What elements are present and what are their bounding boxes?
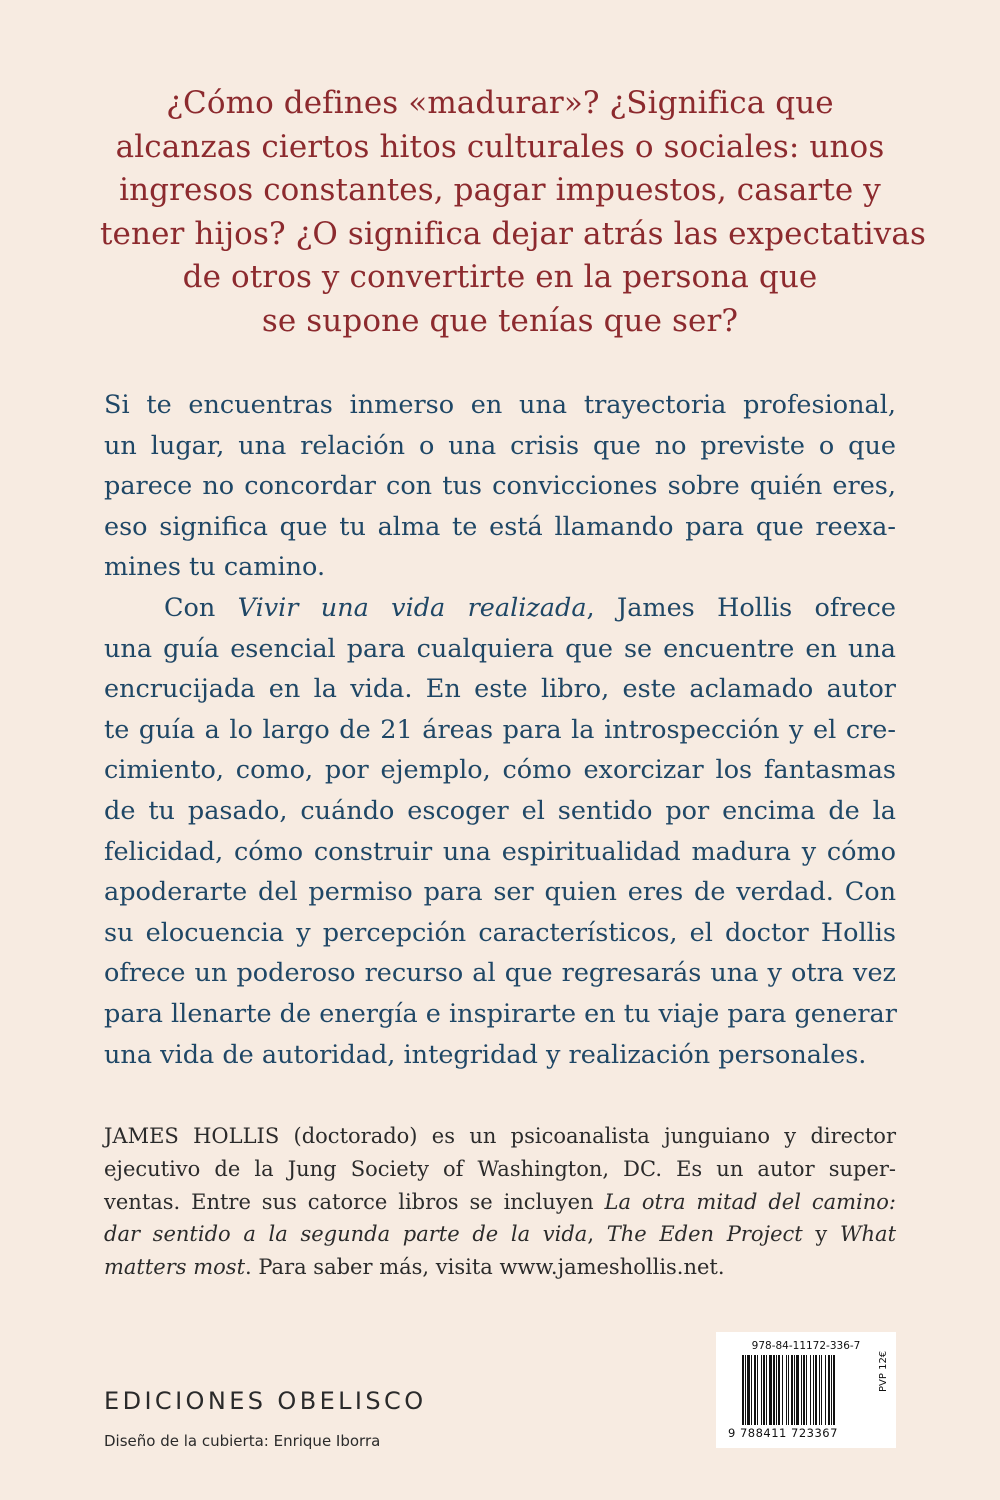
synopsis-line: parece no concordar con tus convicciones sobre quién eres, <box>104 471 896 502</box>
cover-design-credit: Diseño de la cubierta: Enrique Iborra <box>104 1432 381 1450</box>
barcode-bar <box>806 1355 807 1425</box>
book-title: Vivir una vida realizada <box>237 592 587 623</box>
price-label: PVP 12€ <box>878 1350 889 1392</box>
barcode-bar <box>825 1355 826 1425</box>
quote-line: se supone que tenías que ser? <box>261 302 739 339</box>
barcode-bar <box>757 1355 758 1425</box>
book-title: matters most <box>104 1255 246 1280</box>
book-title: The Eden Project <box>606 1222 803 1247</box>
bio-line <box>104 1218 896 1251</box>
barcode-bar <box>796 1355 799 1425</box>
synopsis-line: su elocuencia y percepción característicos, el doctor Hollis <box>104 917 896 948</box>
author-bio <box>104 1120 896 1284</box>
synopsis-line: Si te encuentras inmerso en una trayectoria profesional, <box>104 390 896 420</box>
barcode-bar <box>831 1355 832 1425</box>
barcode-bar <box>821 1355 822 1425</box>
quote-line: tener hijos? ¿O significa dejar atrás las expectativas <box>100 215 926 252</box>
barcode-bar <box>815 1355 817 1425</box>
book-title: dar sentido a la segunda parte de la vida <box>104 1222 588 1247</box>
synopsis <box>104 385 896 1075</box>
synopsis-line <box>104 588 896 629</box>
bio-line <box>104 1186 896 1219</box>
book-title: La otra mitad del camino: <box>604 1189 896 1214</box>
barcode-icon <box>742 1355 870 1425</box>
barcode-bar <box>742 1355 744 1425</box>
publisher-name: EDICIONES OBELISCO <box>104 1387 427 1415</box>
barcode-bar <box>786 1355 787 1425</box>
quote-line: ingresos constantes, pagar impuestos, casarte y <box>119 172 881 208</box>
synopsis-line: apoderarte del permiso para ser quien eres de verdad. Con <box>104 877 896 908</box>
synopsis-line: para llenarte de energía e inspirarte en tu viaje para generar <box>104 998 897 1029</box>
barcode-bar <box>761 1355 762 1425</box>
synopsis-text: , James Hollis ofrece <box>586 592 896 623</box>
book-title: What <box>839 1222 897 1247</box>
barcode-bar <box>813 1355 814 1425</box>
synopsis-line: ofrece un poderoso recurso al que regresarás una y otra vez <box>104 958 896 989</box>
bio-text: ventas. Entre sus catorce libros se incluyen <box>104 1189 605 1214</box>
barcode-bar <box>745 1355 746 1425</box>
bio-line <box>104 1251 896 1284</box>
synopsis-line: una vida de autoridad, integridad y realización personales. <box>104 1039 867 1070</box>
barcode-bar <box>794 1355 795 1425</box>
barcode-bar <box>788 1355 789 1425</box>
synopsis-line: mines tu camino. <box>104 552 326 583</box>
isbn-label: 978-84-11172-336-7 <box>751 1340 861 1352</box>
synopsis-line: un lugar, una relación o una crisis que no previste o que <box>104 430 896 461</box>
bio-text: y <box>802 1222 840 1247</box>
synopsis-line: te guía a lo largo de 21 áreas para la introspección y el cre- <box>104 714 896 745</box>
back-cover-quote <box>100 82 926 343</box>
synopsis-line: felicidad, cómo construir una espiritualidad madura y cómo <box>104 836 896 867</box>
barcode-bar <box>791 1355 793 1425</box>
barcode-bar <box>810 1355 811 1425</box>
barcode-bar <box>801 1355 802 1425</box>
barcode-bar <box>751 1355 752 1425</box>
barcode-bar <box>782 1355 783 1425</box>
barcode-bar <box>747 1355 750 1425</box>
barcode-bar <box>773 1355 775 1425</box>
bio-line: JAMES HOLLIS (doctorado) es un psicoanalista junguiano y director <box>104 1124 896 1148</box>
quote-line: ¿Cómo defines «madurar»? ¿Significa que <box>166 85 834 121</box>
synopsis-line: una guía esencial para cualquiera que se encuentre en una <box>104 633 896 664</box>
bio-text: , <box>587 1222 607 1247</box>
barcode-bar <box>766 1355 767 1425</box>
synopsis-text: Con <box>164 592 238 623</box>
barcode-bar <box>819 1355 820 1425</box>
synopsis-line: de tu pasado, cuándo escoger el sentido por encima de la <box>104 795 896 826</box>
synopsis-line: cimiento, como, por ejemplo, cómo exorcizar los fantasmas <box>104 755 896 786</box>
quote-line: alcanzas ciertos hitos culturales o sociales: unos <box>115 128 885 165</box>
bio-text: . Para saber más, visita www.jameshollis.net. <box>245 1255 725 1280</box>
synopsis-line: encrucijada en la vida. En este libro, este aclamado autor <box>104 674 896 705</box>
quote-line: de otros y convertirte en la persona que <box>182 259 818 295</box>
barcode-bar <box>828 1355 830 1425</box>
synopsis-line: eso significa que tu alma te está llamando para que reexa- <box>104 511 896 542</box>
barcode-bar <box>754 1355 756 1425</box>
barcode-digits: 9 788411 723367 <box>728 1426 838 1440</box>
barcode-bar <box>776 1355 777 1425</box>
barcode-bar <box>778 1355 780 1425</box>
bio-line: ejecutivo de la Jung Society of Washington, DC. Es un autor super- <box>104 1156 896 1181</box>
barcode-bar <box>763 1355 765 1425</box>
barcode-bar <box>833 1355 835 1425</box>
barcode-bar <box>769 1355 772 1425</box>
barcode-bar <box>803 1355 805 1425</box>
